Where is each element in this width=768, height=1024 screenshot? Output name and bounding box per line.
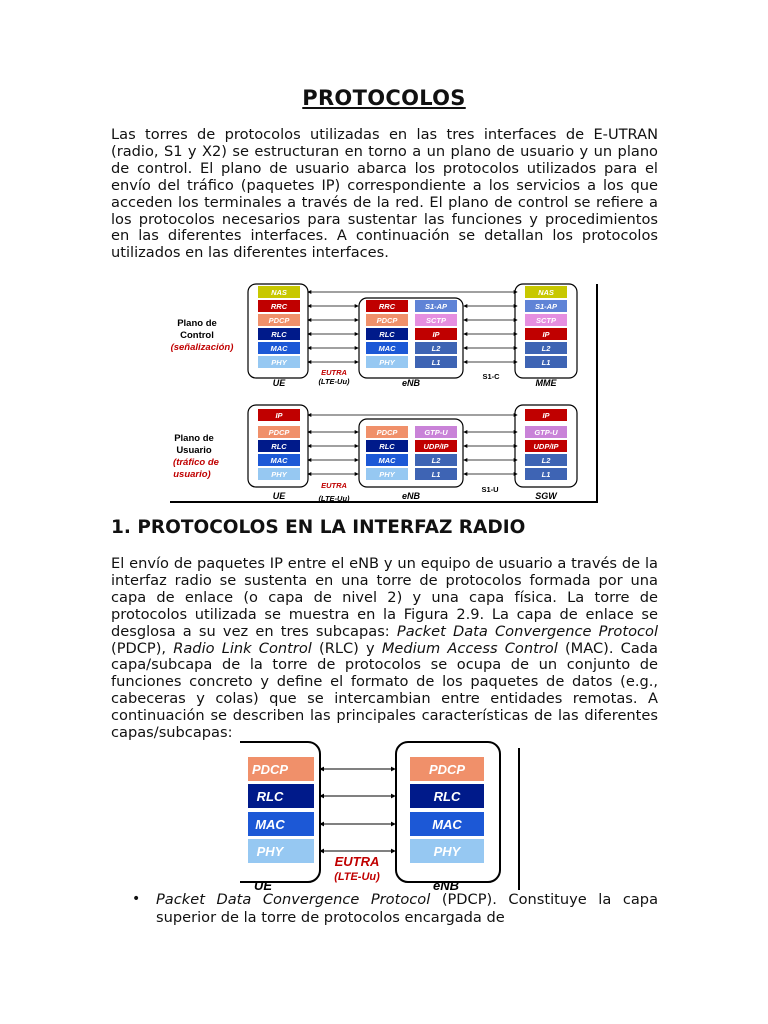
svg-text:PHY: PHY: [379, 358, 395, 367]
lte-uu-label: (LTE-Uu): [318, 494, 350, 503]
control-plane-sublabel: (señalización): [170, 342, 234, 353]
user-plane-sublabel: usuario): [173, 469, 211, 480]
s1c-label: S1-C: [482, 372, 500, 381]
svg-text:PHY: PHY: [256, 844, 284, 859]
ue-user-stack: [258, 409, 300, 480]
ue-node-label: UE: [272, 378, 286, 388]
svg-text:RLC: RLC: [271, 442, 287, 451]
svg-text:MAC: MAC: [270, 456, 288, 465]
sgw-user-stack: [525, 409, 567, 480]
lte-uu-label: (LTE-Uu): [318, 377, 350, 386]
protocol-stacks-figure: [170, 282, 602, 504]
svg-text:PDCP: PDCP: [376, 428, 398, 437]
svg-text:IP: IP: [432, 330, 440, 339]
svg-text:MAC: MAC: [378, 344, 396, 353]
control-plane-label: Plano de: [177, 318, 217, 329]
svg-text:PDCP: PDCP: [428, 762, 466, 777]
user-plane-label: Plano de: [174, 433, 214, 444]
bullet-icon: •: [132, 891, 141, 907]
svg-text:IP: IP: [542, 411, 550, 420]
ue-node-label: UE: [272, 491, 286, 501]
radio-interface-figure: [240, 740, 522, 890]
enb-node-label: eNB: [401, 378, 421, 388]
svg-text:L1: L1: [541, 470, 551, 479]
svg-text:MAC: MAC: [270, 344, 288, 353]
lte-uu-label: (LTE-Uu): [334, 871, 380, 883]
svg-text:RLC: RLC: [379, 330, 395, 339]
svg-text:PHY: PHY: [433, 844, 461, 859]
svg-text:UDP/IP: UDP/IP: [533, 442, 559, 451]
svg-text:L1: L1: [541, 358, 551, 367]
svg-text:S1-AP: S1-AP: [424, 302, 448, 311]
control-arrows: [308, 292, 517, 362]
svg-text:L2: L2: [541, 344, 551, 353]
svg-text:PDCP: PDCP: [268, 428, 290, 437]
svg-text:IP: IP: [275, 411, 283, 420]
enb-user-stack-left: [366, 426, 408, 480]
ue-node-label: UE: [254, 878, 273, 890]
section-heading: 1. PROTOCOLOS EN LA INTERFAZ RADIO: [111, 517, 526, 538]
user-plane-sublabel: (tráfico de: [173, 457, 219, 468]
svg-text:L1: L1: [431, 358, 441, 367]
svg-text:L2: L2: [431, 344, 441, 353]
svg-text:PDCP: PDCP: [376, 316, 398, 325]
page-title: PROTOCOLOS: [302, 86, 466, 110]
section-paragraph: El envío de paquetes IP entre el eNB y un equipo de usuario a través de la interfaz radio se sustenta en una torre de protocolos formada por una capa de enlace (o capa de nivel 2) y una capa física. La torre de protocolos utilizada se muestra en la Figura 2.9. La capa de enlace se desglosa a su vez en tres subcapas: Packet Data Convergence Protocol (PDCP), Radio Link Control (RLC) y Medium Access Control (MAC). Cada capa/subcapa de la torre de protocolos se ocupa de un conjunto de funciones concreto y define el formato de los paquetes de datos (e.g., cabeceras y colas) que se intercambian entre entidades remotas. A continuación se describen las principales características de las diferentes capas/subcapas:: [111, 555, 659, 742]
eutra-label: EUTRA: [334, 854, 380, 869]
svg-text:L2: L2: [431, 456, 441, 465]
svg-text:NAS: NAS: [271, 288, 287, 297]
svg-text:PHY: PHY: [271, 470, 287, 479]
svg-text:RRC: RRC: [378, 302, 396, 311]
mme-node-label: MME: [535, 378, 557, 388]
svg-text:MAC: MAC: [432, 817, 462, 832]
user-arrows: [308, 415, 517, 474]
enb-radio-stack: [410, 757, 484, 863]
ue-control-stack: [258, 286, 300, 368]
svg-text:MAC: MAC: [378, 456, 396, 465]
eutra-label: EUTRA: [321, 368, 347, 377]
svg-text:RLC: RLC: [256, 789, 284, 804]
svg-text:RLC: RLC: [379, 442, 395, 451]
svg-text:L1: L1: [431, 470, 441, 479]
svg-text:NAS: NAS: [538, 288, 554, 297]
user-plane-label: Usuario: [176, 445, 212, 456]
eutra-label: EUTRA: [321, 481, 347, 490]
radio-arrows: [320, 769, 395, 851]
svg-text:PDCP: PDCP: [268, 316, 290, 325]
svg-text:RRC: RRC: [270, 302, 288, 311]
enb-node-label: eNB: [401, 491, 421, 501]
svg-text:L2: L2: [541, 456, 551, 465]
svg-text:SCTP: SCTP: [425, 316, 447, 325]
svg-text:GTP-U: GTP-U: [424, 428, 448, 437]
svg-text:RLC: RLC: [271, 330, 287, 339]
bullet-text: Packet Data Convergence Protocol (PDCP). Constituye la capa superior de la torre de protocolos encargada de: [156, 891, 659, 926]
enb-control-stack-right: [415, 300, 457, 368]
enb-node-label: eNB: [432, 878, 460, 890]
svg-text:IP: IP: [542, 330, 550, 339]
svg-text:PHY: PHY: [379, 470, 395, 479]
svg-text:UDP/IP: UDP/IP: [423, 442, 449, 451]
svg-text:PHY: PHY: [271, 358, 287, 367]
svg-text:SCTP: SCTP: [535, 316, 557, 325]
svg-text:S1-AP: S1-AP: [534, 302, 558, 311]
ue-radio-stack: [248, 757, 314, 863]
svg-text:GTP-U: GTP-U: [534, 428, 558, 437]
enb-control-stack-left: [366, 300, 408, 368]
s1u-label: S1-U: [481, 485, 499, 494]
control-plane-label: Control: [180, 330, 214, 341]
enb-user-stack-right: [415, 426, 457, 480]
svg-text:MAC: MAC: [255, 817, 285, 832]
intro-paragraph: Las torres de protocolos utilizadas en las tres interfaces de E-UTRAN (radio, S1 y X2) se estructuran en torno a un plano de usuario y un plano de control. El plano de usuario abarca los protocolos utilizados para el envío del tráfico (paquetes IP) correspondiente a los servicios a los que acceden los terminales a través de la red. El plano de control se refiere a los protocolos necesarios para sustentar las funciones y procedimientos en las diferentes interfaces. A continuación se detallan los protocolos utilizados en las diferentes interfaces.: [111, 126, 658, 262]
sgw-node-label: SGW: [535, 491, 557, 501]
svg-text:PDCP: PDCP: [251, 762, 289, 777]
svg-text:RLC: RLC: [433, 789, 461, 804]
mme-control-stack: [525, 286, 567, 368]
